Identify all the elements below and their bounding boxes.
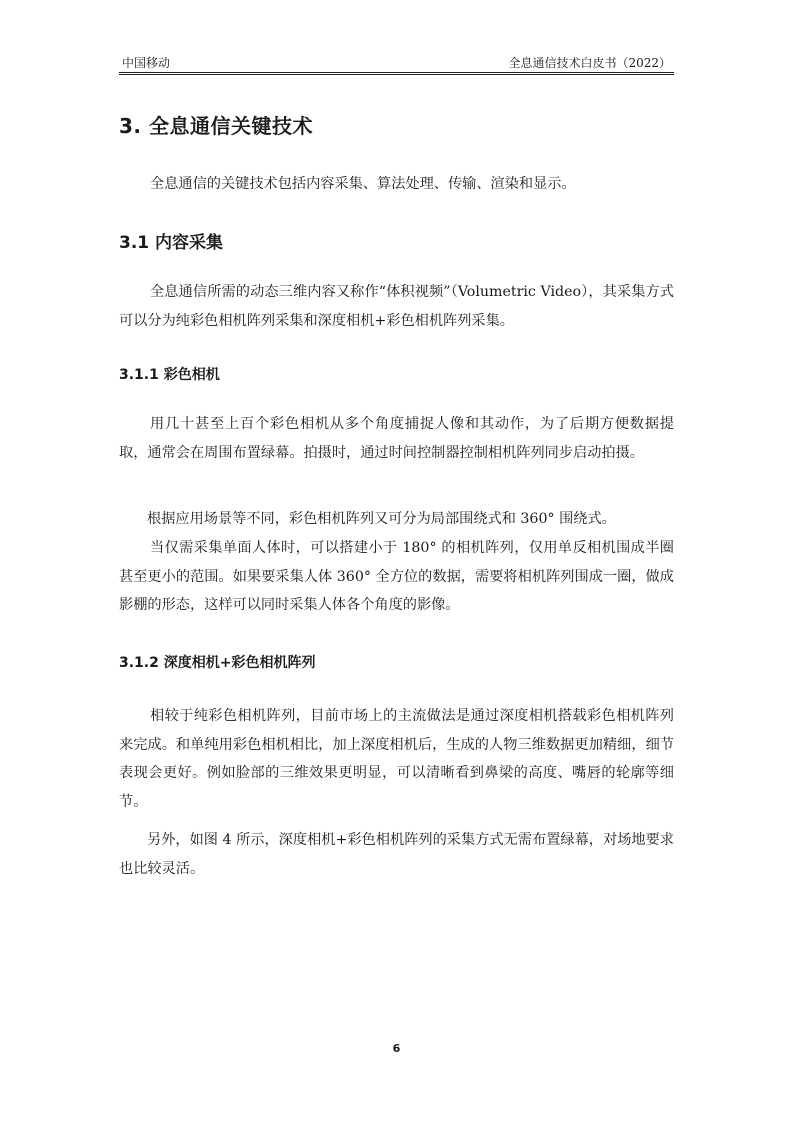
depth-camera-paragraph-1: 相较于纯彩色相机阵列，目前市场上的主流做法是通过深度相机搭载彩色相机阵列来完成。和单纯用彩色相机相比，加上深度相机后，生成的人物三维数据更加精细，细节表现会更好。例如脸部的三维效果更明显，可以清晰看到鼻梁的高度、嘴唇的轮廓等细节。: [119, 708, 674, 810]
subsubsection-heading-color-camera: 3.1.1 彩色相机: [119, 367, 220, 383]
subsubsection-heading-depth-camera: 3.1.2 深度相机+彩色相机阵列: [119, 655, 316, 671]
color-camera-paragraph-2: 根据应用场景等不同，彩色相机阵列又可分为局部围绕式和 360° 围绕式。: [147, 511, 616, 527]
header-doc-title: 全息通信技术白皮书（2022）: [508, 56, 671, 70]
color-camera-paragraph-1: 用几十甚至上百个彩色相机从多个角度捕捉人像和其动作，为了后期方便数据提取，通常会在周围布置绿幕。拍摄时，通过时间控制器控制相机阵列同步启动拍摄。: [119, 416, 674, 461]
subsection-intro-paragraph: 全息通信所需的动态三维内容又称作“体积视频”（Volumetric Video），其采集方式可以分为纯彩色相机阵列采集和深度相机+彩色相机阵列采集。: [119, 284, 674, 329]
color-camera-paragraph-3: 当仅需采集单面人体时，可以搭建小于 180° 的相机阵列，仅用单反相机围成半圈甚至更小的范围。如果要采集人体 360° 全方位的数据，需要将相机阵列围成一圈，做成影棚的形态，这样可以同时采集人体各个角度的影像。: [119, 540, 674, 614]
section-heading: 3. 全息通信关键技术: [119, 114, 313, 138]
header-org: 中国移动: [122, 56, 171, 70]
page-header: [119, 54, 674, 72]
subsection-heading: 3.1 内容采集: [119, 233, 224, 253]
depth-camera-paragraph-2: 另外，如图 4 所示，深度相机+彩色相机阵列的采集方式无需布置绿幕，对场地要求也比较灵活。: [119, 832, 674, 877]
header-rule: [119, 72, 674, 73]
page-number: 6: [392, 1042, 401, 1055]
header-rule-secondary: [119, 74, 674, 75]
section-intro-paragraph: 全息通信的关键技术包括内容采集、算法处理、传输、渲染和显示。: [150, 176, 576, 192]
